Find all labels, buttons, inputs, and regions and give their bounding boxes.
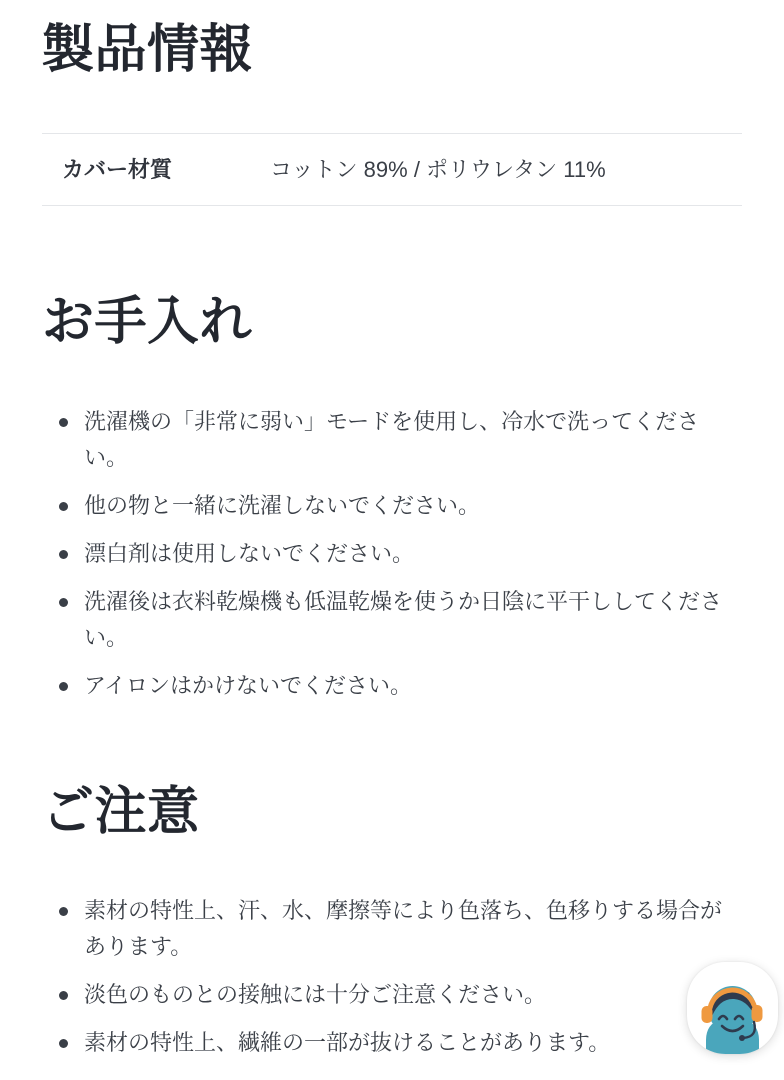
list-item [42,668,742,704]
list-item [42,404,742,476]
list-item-text: 洗濯機の「非常に弱い」モードを使用し、冷水で洗ってください。 [84,408,700,470]
spec-table [42,133,742,206]
list-item [42,488,742,524]
section-title-caution: ご注意 [42,782,200,841]
list-item-text: 漂白剤は使用しないでください。 [84,540,415,566]
section-title-product-info: 製品情報 [42,21,253,79]
list-item [42,584,742,656]
list-item [42,977,742,1013]
list-item-text: アイロンはかけないでください。 [84,672,413,698]
list-item-text: 洗濯後は衣料乾燥機も低温乾燥を使うか日陰に平干ししてください。 [84,588,723,650]
spec-value-cover-material: コットン 89% / ポリウレタン 11% [270,156,606,182]
spec-label-cover-material: カバー材質 [62,156,173,182]
list-item-text: 淡色のものとの接触には十分ご注意ください。 [84,981,547,1007]
list-item-text: 素材の特性上、繊維の一部が抜けることがあります。 [84,1029,611,1055]
support-agent-avatar-icon [687,964,778,1054]
caution-list [42,893,742,1061]
list-item-text: 他の物と一緒に洗濯しないでください。 [84,492,481,518]
list-item [42,1025,742,1061]
list-item-text: 素材の特性上、汗、水、摩擦等により色落ち、色移りする場合があります。 [84,897,723,959]
care-instructions-list [42,404,742,704]
chat-support-button[interactable] [687,962,778,1054]
section-title-care: お手入れ [42,293,253,352]
list-item [42,536,742,572]
table-row [42,134,742,205]
list-item [42,893,742,965]
